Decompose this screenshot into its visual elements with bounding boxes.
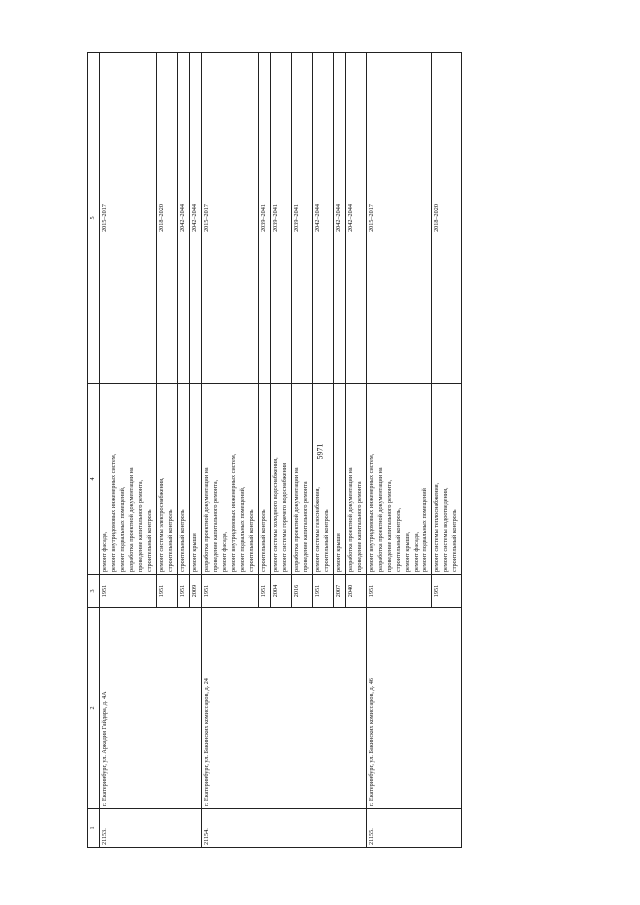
commission-year: 2004 bbox=[270, 575, 291, 608]
commission-year: 1951 bbox=[177, 575, 189, 608]
table-row bbox=[201, 53, 258, 848]
column-header: 1 bbox=[88, 809, 100, 848]
work-item: ремонт системы водоотведения, bbox=[442, 487, 450, 572]
repair-period: 2042–2044 bbox=[345, 53, 366, 384]
work-item: строительный контроль bbox=[145, 509, 153, 572]
repair-schedule-table bbox=[87, 52, 462, 848]
repair-period: 2015–2017 bbox=[201, 53, 258, 384]
work-item: ремонт системы теплоснабжения, bbox=[433, 482, 441, 572]
rotated-table-container bbox=[87, 78, 547, 848]
commission-year: 1951 bbox=[201, 575, 258, 608]
works-list bbox=[189, 384, 201, 575]
commission-year: 1951 bbox=[366, 575, 432, 608]
repair-period: 2018–2020 bbox=[432, 53, 462, 384]
works-list bbox=[291, 384, 312, 575]
works-list bbox=[99, 384, 156, 575]
repair-period: 2039–2041 bbox=[291, 53, 312, 384]
entry-address: г. Екатеринбург, ул. Бакинских комиссаров, д. 24 bbox=[201, 608, 366, 809]
work-item: ремонт фасада, bbox=[100, 531, 108, 572]
works-list bbox=[333, 384, 345, 575]
work-item: разработка проектной документации на bbox=[376, 467, 384, 572]
work-item: ремонт внутридомовых инженерных систем, bbox=[109, 453, 117, 572]
works-list bbox=[432, 384, 462, 575]
entry-number: 21154. bbox=[201, 809, 366, 848]
repair-period: 2018–2020 bbox=[156, 53, 177, 384]
work-item: ремонт подвальных помещений bbox=[421, 488, 429, 572]
column-header: 2 bbox=[88, 608, 100, 809]
work-item: разработка проектной документации на bbox=[202, 467, 210, 572]
work-item: строительный контроль bbox=[166, 509, 174, 572]
entry-address: г. Екатеринбург, ул. Аркадия Гайдара, д. 4А bbox=[99, 608, 201, 809]
entry-number: 21155. bbox=[366, 809, 462, 848]
commission-year: 1951 bbox=[99, 575, 156, 608]
commission-year: 1951 bbox=[312, 575, 333, 608]
work-item: ремонт системы горячего водоснабжения bbox=[280, 463, 288, 572]
work-item: строительный контроль bbox=[259, 509, 267, 572]
work-item: разработка проектной документации на bbox=[292, 467, 300, 572]
column-header: 5 bbox=[88, 53, 100, 384]
commission-year: 2040 bbox=[345, 575, 366, 608]
work-item: ремонт внутридомовых инженерных систем, bbox=[367, 453, 375, 572]
commission-year: 2009 bbox=[189, 575, 201, 608]
work-item: строительный контроль bbox=[322, 509, 330, 572]
repair-period: 2015–2017 bbox=[99, 53, 156, 384]
table-row bbox=[366, 53, 432, 848]
repair-period: 2042–2044 bbox=[333, 53, 345, 384]
work-item: ремонт системы электроснабжения, bbox=[157, 477, 165, 572]
works-list bbox=[156, 384, 177, 575]
work-item: проведение капитального ремонта bbox=[301, 481, 309, 572]
commission-year: 1951 bbox=[432, 575, 462, 608]
work-item: строительный контроль bbox=[247, 509, 255, 572]
repair-period: 2042–2044 bbox=[312, 53, 333, 384]
work-item: проведение капитального ремонта, bbox=[385, 479, 393, 572]
commission-year: 2007 bbox=[333, 575, 345, 608]
work-item: ремонт внутридомовых инженерных систем, bbox=[229, 453, 237, 572]
works-list bbox=[345, 384, 366, 575]
works-list bbox=[312, 384, 333, 575]
work-item: ремонт системы холодного водоснабжения, bbox=[271, 457, 279, 572]
column-header: 4 bbox=[88, 384, 100, 575]
header-row bbox=[88, 53, 100, 848]
repair-period: 2015–2017 bbox=[366, 53, 432, 384]
repair-period: 2042–2044 bbox=[189, 53, 201, 384]
work-item: проведение капитального ремонта bbox=[355, 481, 363, 572]
repair-period: 2039–2041 bbox=[270, 53, 291, 384]
work-item: ремонт фасада, bbox=[412, 531, 420, 572]
works-list bbox=[258, 384, 270, 575]
column-header: 3 bbox=[88, 575, 100, 608]
work-item: ремонт крыши bbox=[334, 533, 342, 572]
work-item: ремонт подвальных помещений, bbox=[238, 486, 246, 572]
work-item: проведение капитального ремонта, bbox=[136, 479, 144, 572]
table-row bbox=[99, 53, 156, 848]
repair-period: 2042–2044 bbox=[177, 53, 189, 384]
commission-year: 2016 bbox=[291, 575, 312, 608]
page-number: 5971 bbox=[315, 443, 325, 460]
work-item: строительный контроль bbox=[178, 509, 186, 572]
works-list bbox=[270, 384, 291, 575]
work-item: ремонт крыши bbox=[190, 533, 198, 572]
work-item: разработка проектной документации на bbox=[127, 467, 135, 572]
entry-address: г. Екатеринбург, ул. Бакинских комиссаров, д. 46 bbox=[366, 608, 462, 809]
work-item: ремонт системы газоснабжения, bbox=[313, 487, 321, 572]
work-item: ремонт фасада, bbox=[220, 531, 228, 572]
entry-number: 21153. bbox=[99, 809, 201, 848]
works-list bbox=[177, 384, 189, 575]
commission-year: 1951 bbox=[258, 575, 270, 608]
work-item: строительный контроль bbox=[451, 509, 459, 572]
works-list bbox=[366, 384, 432, 575]
work-item: ремонт подвальных помещений, bbox=[118, 486, 126, 572]
repair-period: 2039–2041 bbox=[258, 53, 270, 384]
commission-year: 1951 bbox=[156, 575, 177, 608]
work-item: разработка проектной документации на bbox=[346, 467, 354, 572]
table-body bbox=[99, 53, 461, 848]
work-item: проведение капитального ремонта, bbox=[211, 479, 219, 572]
work-item: ремонт крыши, bbox=[403, 531, 411, 572]
work-item: строительный контроль, bbox=[394, 507, 402, 572]
works-list bbox=[201, 384, 258, 575]
